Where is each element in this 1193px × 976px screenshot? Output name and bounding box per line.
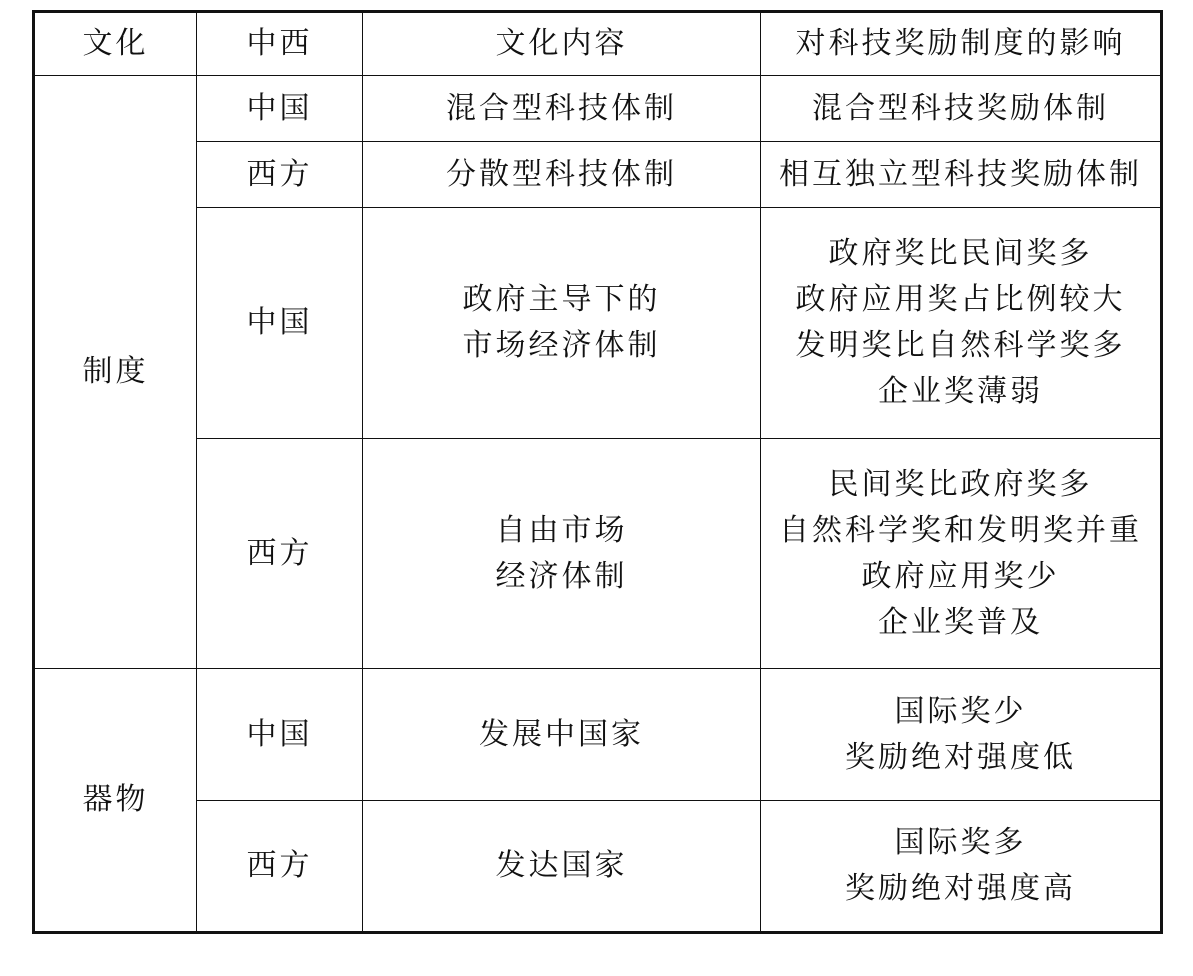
table-row [34, 669, 1162, 801]
content-line: 发展中国家 [479, 716, 644, 752]
content-cell [363, 76, 761, 142]
content-line: 发达国家 [495, 848, 628, 883]
culture-impact-table [32, 10, 1163, 934]
content-line: 市场经济体制 [462, 328, 661, 363]
table-header-row [34, 12, 1162, 76]
impact-cell [761, 801, 1162, 933]
impact-line: 奖励绝对强度低 [845, 739, 1076, 775]
impact-line: 民间奖比政府奖多 [828, 466, 1093, 502]
impact-line: 企业奖普及 [878, 604, 1043, 640]
table-row [34, 801, 1162, 933]
table-row [34, 76, 1162, 142]
impact-line: 政府应用奖少 [861, 558, 1060, 594]
impact-line: 奖励绝对强度高 [845, 871, 1076, 906]
region-cell: 西方 [197, 439, 363, 669]
content-cell [363, 669, 761, 801]
impact-cell [761, 439, 1162, 669]
region-cell: 中国 [197, 76, 363, 142]
category-cell: 器物 [34, 669, 197, 933]
content-line: 经济体制 [495, 558, 628, 594]
impact-line: 自然科学奖和发明奖并重 [779, 512, 1142, 548]
region-cell: 中国 [197, 669, 363, 801]
region-cell: 中国 [197, 208, 363, 439]
content-cell [363, 142, 761, 208]
region-cell: 西方 [197, 801, 363, 933]
header-impact: 对科技奖励制度的影响 [761, 12, 1162, 76]
content-cell [363, 208, 761, 439]
impact-cell [761, 669, 1162, 801]
impact-cell [761, 208, 1162, 439]
impact-line: 混合型科技奖励体制 [812, 90, 1109, 126]
impact-cell [761, 76, 1162, 142]
impact-line: 发明奖比自然科学奖多 [795, 328, 1126, 363]
content-cell [363, 801, 761, 933]
content-line: 分散型科技体制 [446, 156, 677, 192]
content-line: 政府主导下的 [462, 282, 661, 317]
table-row [34, 142, 1162, 208]
table-row [34, 439, 1162, 669]
region-cell: 西方 [197, 142, 363, 208]
impact-line: 国际奖少 [894, 693, 1027, 729]
content-line: 混合型科技体制 [446, 90, 677, 126]
impact-line: 企业奖薄弱 [878, 374, 1043, 409]
header-category: 文化 [34, 12, 197, 76]
impact-line: 政府奖比民间奖多 [828, 236, 1093, 271]
header-content: 文化内容 [363, 12, 761, 76]
impact-line: 相互独立型科技奖励体制 [779, 156, 1142, 192]
impact-line: 政府应用奖占比例较大 [795, 282, 1126, 317]
table-row [34, 208, 1162, 439]
impact-line: 国际奖多 [894, 825, 1027, 860]
content-cell [363, 439, 761, 669]
impact-cell [761, 142, 1162, 208]
header-region: 中西 [197, 12, 363, 76]
content-line: 自由市场 [495, 512, 628, 548]
category-cell: 制度 [34, 76, 197, 669]
